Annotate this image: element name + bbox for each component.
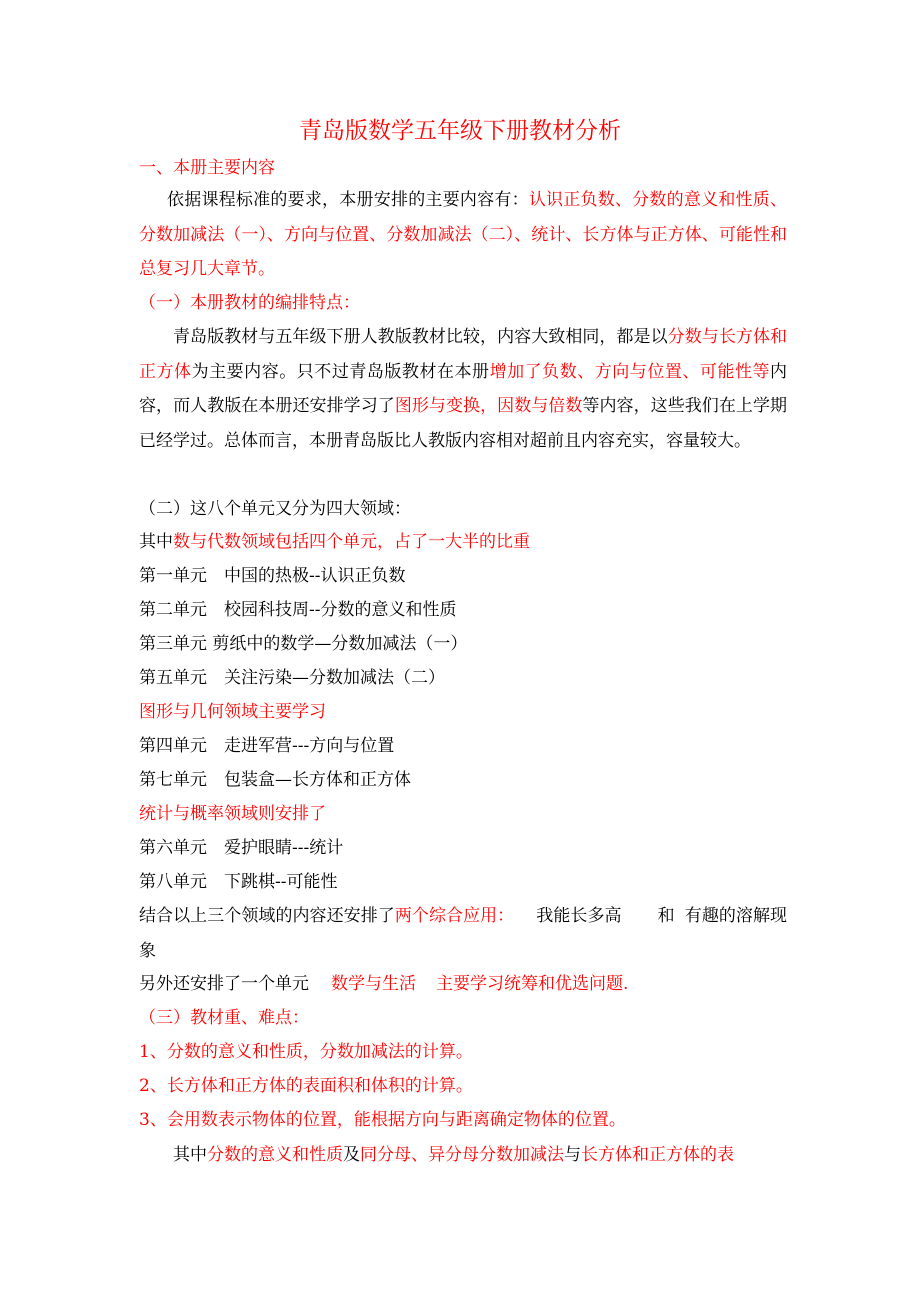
subheading-four-domains: （二）这八个单元又分为四大领域：	[139, 499, 411, 519]
algebra-prefix: 其中	[139, 532, 173, 552]
combined-and: 和	[657, 906, 675, 926]
extra-highlight-unit: 数学与生活	[331, 974, 416, 994]
features-text-1: 青岛版教材与五年级下册人教版教材比较，内容大致相同，都是以	[173, 327, 668, 347]
combined-highlight: 两个综合应用：	[394, 906, 515, 926]
geometry-domain-heading: 图形与几何领域主要学习	[139, 702, 326, 722]
subheading-key-points: （三）教材重、难点：	[139, 1008, 309, 1028]
combined-topic-1: 我能长多高	[536, 906, 622, 926]
unit-3: 第三单元 剪纸中的数学—分数加减法（一）	[139, 634, 468, 654]
combined-topic-2: 有趣的溶解现象	[139, 906, 788, 961]
key-point-2: 2、长方体和正方体的表面积和体积的计算。	[139, 1076, 473, 1096]
features-highlight-3: 图形与变换，因数与倍数	[394, 396, 583, 416]
features-highlight-2: 增加了负数、方向与位置、可能性等	[489, 361, 771, 382]
extra-highlight-topic: 主要学习统筹和优选问题.	[436, 974, 629, 994]
unit-8: 第八单元 下跳棋--可能性	[139, 872, 338, 892]
final-paragraph	[139, 1138, 789, 1172]
section-heading-main-content: 一、本册主要内容	[139, 158, 275, 178]
final-text-2: 及	[343, 1145, 360, 1165]
unit-4: 第四单元 走进军营---方向与位置	[139, 736, 395, 756]
features-highlight-1: 分数与长方体和正方体	[139, 327, 787, 382]
unit-5: 第五单元 关注污染—分数加减法（二）	[139, 668, 445, 688]
features-text-3: 内容，而人教版在本册还安排学习了	[139, 361, 788, 416]
document-title: 青岛版数学五年级下册教材分析	[299, 118, 621, 144]
unit-2: 第二单元 校园科技周--分数的意义和性质	[139, 600, 457, 620]
key-point-3: 3、会用数表示物体的位置，能根据方向与距离确定物体的位置。	[139, 1110, 626, 1130]
unit-1: 第一单元 中国的热极--认识正负数	[139, 566, 406, 586]
statistics-domain-heading: 统计与概率领域则安排了	[139, 804, 326, 824]
features-paragraph	[139, 320, 787, 458]
features-text-2: 为主要内容。只不过青岛版教材在本册	[191, 361, 490, 382]
final-highlight-1: 分数的意义和性质	[207, 1145, 343, 1165]
algebra-highlight: 数与代数领域包括四个单元，占了一大半的比重	[173, 532, 530, 552]
extra-unit-line	[139, 967, 789, 1001]
unit-6: 第六单元 爱护眼睛---统计	[139, 838, 344, 858]
subheading-features: （一）本册教材的编排特点：	[139, 293, 360, 313]
unit-7: 第七单元 包装盒—长方体和正方体	[139, 770, 411, 790]
combined-application-paragraph	[139, 899, 787, 968]
intro-text: 依据课程标准的要求，本册安排的主要内容有：	[167, 190, 529, 210]
final-highlight-2: 同分母、异分母分数加减法	[360, 1145, 564, 1165]
final-text-1: 其中	[173, 1145, 207, 1165]
algebra-domain-line	[139, 525, 789, 559]
key-point-1: 1、分数的意义和性质，分数加减法的计算。	[139, 1042, 473, 1062]
final-text-3: 与	[564, 1145, 581, 1165]
intro-paragraph	[139, 183, 787, 287]
intro-highlight: 认识正负数、分数的意义和性质、分数加减法（一）、方向与位置、分数加减法（二）、统计、长方体与正方体、可能性和总复习几大章节。	[139, 190, 788, 279]
combined-text-1: 结合以上三个领域的内容还安排了	[139, 906, 395, 926]
final-highlight-3: 长方体和正方体的表	[581, 1145, 734, 1165]
extra-text: 另外还安排了一个单元	[139, 974, 309, 994]
features-text-4: 等内容，这些我们在上学期已经学过。总体而言，本册青岛版比人教版内容相对超前且内容充实，容量较大。	[139, 396, 788, 451]
